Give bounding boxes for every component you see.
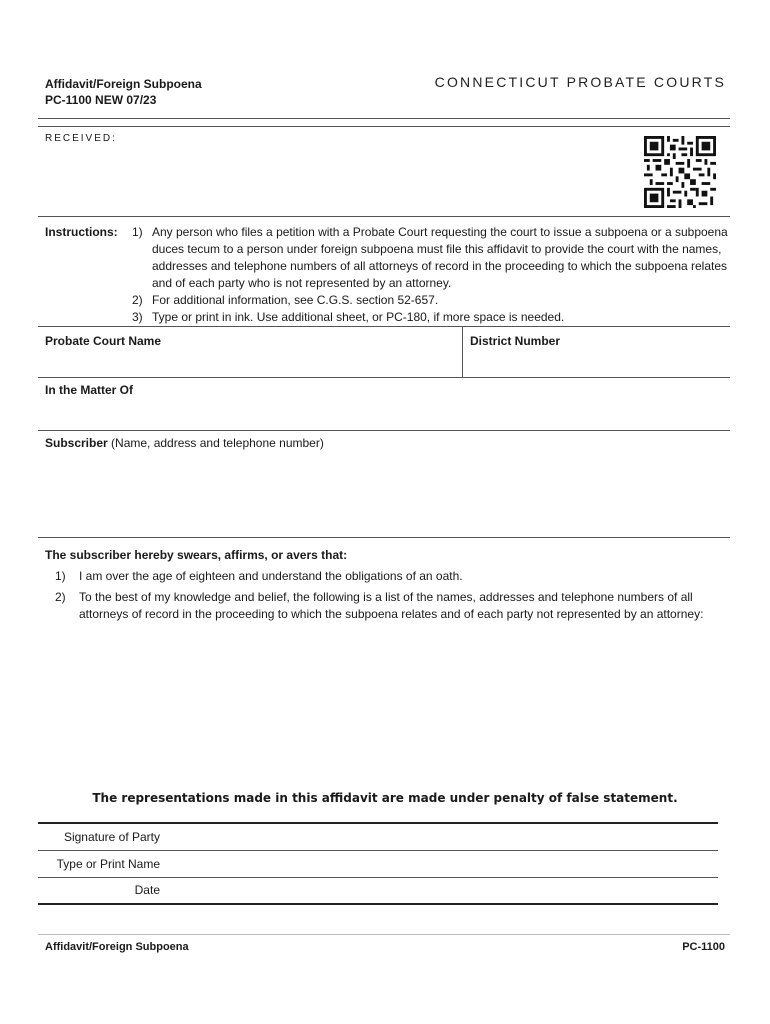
instruction-item bbox=[132, 224, 732, 292]
instruction-item bbox=[132, 292, 732, 309]
instruction-text: Any person who files a petition with a Probate Court requesting the court to issue a subpoena or a subpoena duces tecum to a person under foreign subpoena must file this affidavit to provide the court with the names, addresses and telephone numbers of all attorneys of record in the proceeding to which the subpoena relates and of each party who is not represented by an attorney. bbox=[152, 225, 728, 290]
header-divider bbox=[38, 118, 730, 119]
field-divider bbox=[462, 326, 463, 378]
instruction-text: For additional information, see C.G.S. section 52-657. bbox=[152, 293, 439, 307]
district-number-field[interactable] bbox=[470, 352, 725, 374]
footer-form-name: Affidavit/Foreign Subpoena bbox=[45, 941, 189, 953]
sworn-heading: The subscriber hereby swears, affirms, or avers that: bbox=[45, 548, 348, 562]
in-the-matter-of-field[interactable] bbox=[45, 401, 725, 425]
print-name-line bbox=[38, 877, 718, 878]
sworn-top-line bbox=[38, 537, 730, 538]
subscriber-label bbox=[45, 436, 324, 450]
instruction-item bbox=[132, 309, 732, 326]
form-header bbox=[45, 76, 202, 108]
court-name-top-line bbox=[38, 326, 730, 327]
subscriber-label-detail: (Name, address and telephone number) bbox=[107, 436, 324, 450]
signature-block-bottom-line bbox=[38, 903, 718, 905]
sworn-number: 1) bbox=[55, 569, 66, 583]
footer-form-number: PC-1100 bbox=[682, 941, 725, 953]
instruction-text: Type or print in ink. Use additional sheet, or PC-180, if more space is needed. bbox=[152, 310, 565, 324]
footer-divider bbox=[38, 934, 730, 935]
in-the-matter-of-label: In the Matter Of bbox=[45, 383, 134, 397]
instruction-number: 1) bbox=[132, 225, 143, 239]
penalty-statement: The representations made in this affidavit are made under penalty of false statement. bbox=[92, 791, 678, 805]
sworn-text: I am over the age of eighteen and understand the obligations of an oath. bbox=[79, 569, 463, 583]
subscriber-top-line bbox=[38, 430, 730, 431]
subscriber-field[interactable] bbox=[45, 456, 725, 532]
received-top-line bbox=[38, 126, 730, 127]
sworn-item bbox=[55, 568, 735, 585]
print-name-field[interactable] bbox=[170, 853, 718, 875]
sworn-number: 2) bbox=[55, 590, 66, 604]
district-number-label: District Number bbox=[470, 334, 561, 348]
signature-of-party-field[interactable] bbox=[170, 826, 718, 848]
probate-court-name-field[interactable] bbox=[45, 352, 455, 374]
sworn-item bbox=[55, 589, 735, 623]
sworn-text: To the best of my knowledge and belief, the following is a list of the names, addresses and telephone numbers of all attorneys of record in the proceeding to which the subpoena relates and of each party not represented by an attorney: bbox=[79, 590, 704, 621]
signature-block-top-line bbox=[38, 822, 718, 824]
attorney-list-field[interactable] bbox=[45, 646, 725, 776]
instruction-number: 3) bbox=[132, 310, 143, 324]
date-label: Date bbox=[134, 883, 160, 897]
instruction-number: 2) bbox=[132, 293, 143, 307]
court-title: CONNECTICUT PROBATE COURTS bbox=[434, 74, 726, 90]
qr-code-icon bbox=[644, 136, 716, 208]
form-number: PC-1100 NEW 07/23 bbox=[45, 93, 157, 107]
signature-line bbox=[38, 850, 718, 851]
probate-court-name-label: Probate Court Name bbox=[45, 334, 162, 348]
instructions-list bbox=[132, 224, 732, 326]
matter-top-line bbox=[38, 377, 730, 378]
received-label: RECEIVED: bbox=[45, 133, 117, 144]
instructions-top-line bbox=[38, 216, 730, 217]
form-name: Affidavit/Foreign Subpoena bbox=[45, 77, 202, 91]
subscriber-label-bold: Subscriber bbox=[45, 436, 108, 450]
signature-of-party-label: Signature of Party bbox=[63, 830, 160, 844]
print-name-label: Type or Print Name bbox=[56, 857, 160, 871]
instructions-label: Instructions: bbox=[45, 225, 118, 239]
date-field[interactable] bbox=[170, 880, 718, 902]
